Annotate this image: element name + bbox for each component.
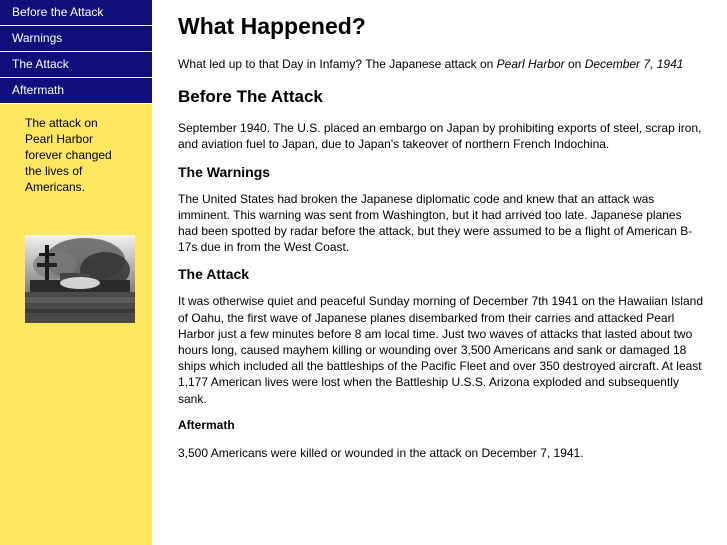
- nav-item-before-the-attack[interactable]: Before the Attack: [0, 0, 152, 26]
- section-body-aftermath: 3,500 Americans were killed or wounded in the attack on December 7, 1941.: [178, 445, 584, 460]
- section-body-the-attack: It was otherwise quiet and peaceful Sunday morning of December 7th 1941 on the Hawaiian Island of Oahu, the first wave of Japanese planes disembarked from their carries and attacked Pearl Harbor just a few minutes before 8 am local time. Just two waves of attacks that lasted about two hours long, caused mayhem killing or wounding over 3,500 Americans and sank or damaged 18 ships which included all the battleships of the Pacific Fleet and over 350 destroyed aircraft. At least 1,177 American lives were lost when the Battleship U.S.S. Arizona exploded and subsequently sank.: [178, 294, 703, 406]
- section-heading-aftermath: Aftermath: [178, 417, 235, 432]
- main-content: [178, 0, 703, 461]
- section-body-before-the-attack: September 1940. The U.S. placed an embargo on Japan by prohibiting exports of steel, scrap iron, and aviation fuel to Japan, due to Japan's takeover of northern French Indochina.: [178, 121, 702, 152]
- nav-item-the-attack[interactable]: The Attack: [0, 52, 152, 78]
- section-heading-before-the-attack: Before The Attack: [178, 87, 323, 107]
- sidebar-caption: The attack on Pearl Harbor forever changed the lives of Americans.: [25, 116, 112, 194]
- nav-item-warnings[interactable]: Warnings: [0, 26, 152, 52]
- sidebar: [0, 0, 152, 545]
- intro-place: Pearl Harbor: [496, 57, 565, 71]
- page-title: What Happened?: [178, 13, 366, 39]
- nav-menu: [0, 0, 152, 104]
- section-heading-warnings: The Warnings: [178, 163, 271, 180]
- section-body-warnings: The United States had broken the Japanese diplomatic code and knew that an attack was imminent. This warning was sent from Washington, but it had arrived too late. Japanese planes had been spotted by radar before the attack, but they were assumed to be a flight of American B-17s due in from the West Coast.: [178, 191, 693, 255]
- intro-text: [178, 56, 703, 72]
- nav-item-aftermath[interactable]: Aftermath: [0, 78, 152, 104]
- intro-text-middle: on: [564, 57, 585, 71]
- intro-text-start: What led up to that Day in Infamy? The Japanese attack on: [178, 57, 497, 71]
- pearl-harbor-photo: [25, 235, 135, 323]
- section-heading-the-attack: The Attack: [178, 266, 250, 283]
- intro-date: December 7, 1941: [584, 57, 684, 71]
